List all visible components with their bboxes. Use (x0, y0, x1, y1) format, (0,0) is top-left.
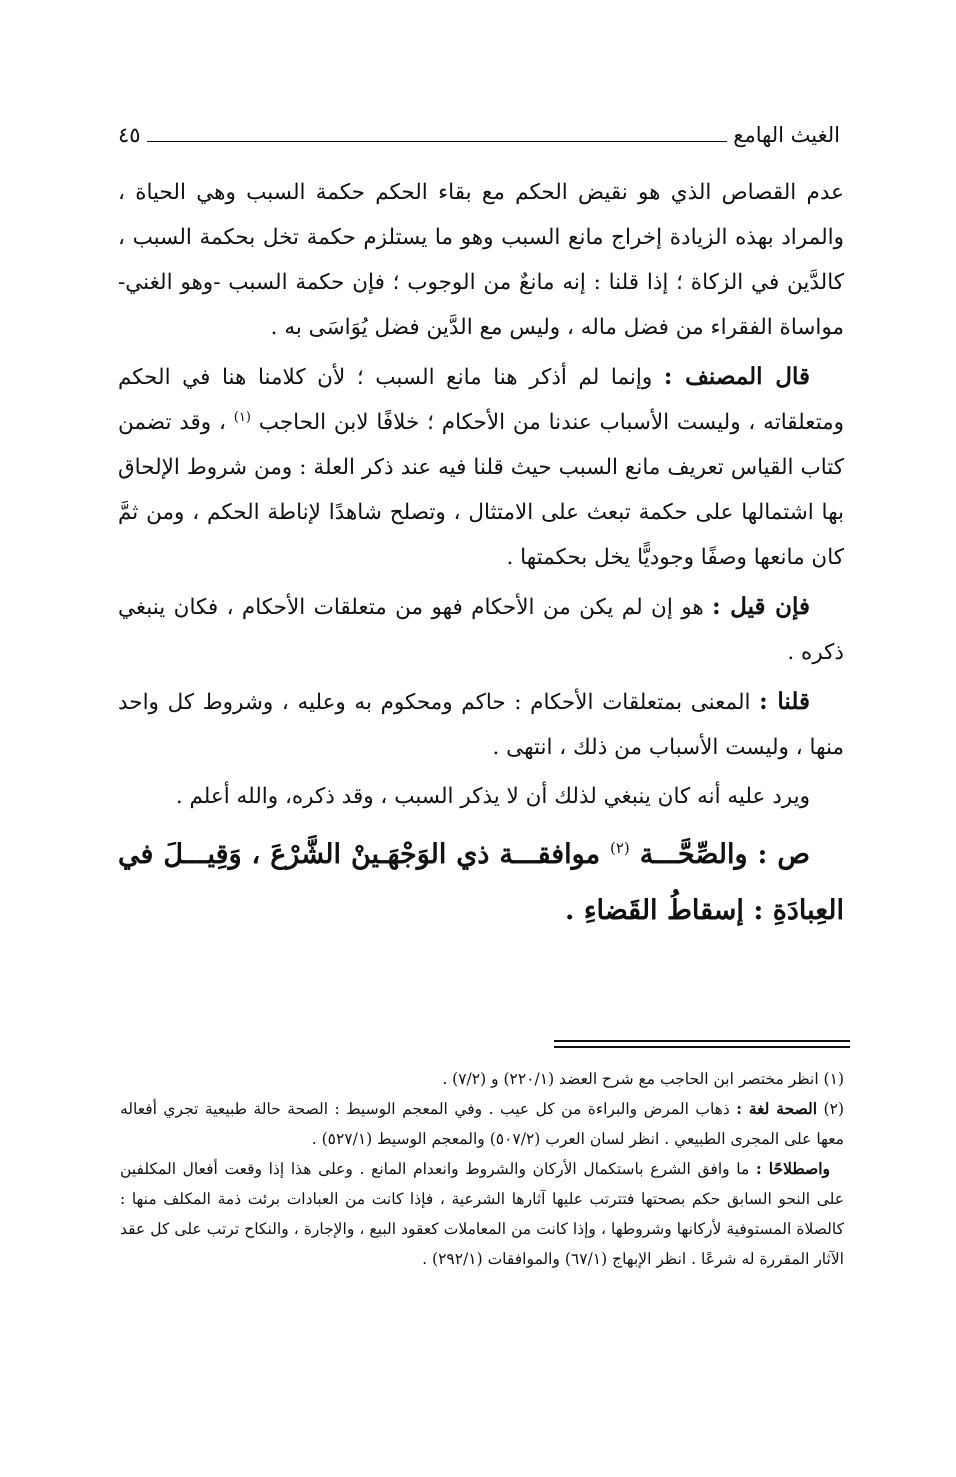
matn-text (118, 827, 844, 939)
paragraph-2-lead: قال المصنف : (663, 363, 810, 390)
footnote-separator (554, 1040, 850, 1048)
footnote-2 (120, 1094, 844, 1154)
matn-text-b: موافقـــة ذي الوَجْهَـينْ الشَّرْعَ ، وَقِيـــلَ في العِبادَةِ : إسقاطُ القَضاءِ . (118, 839, 844, 926)
footnote-2-text: ذهاب المرض والبراءة من كل عيب . وفي المعجم الوسيط : الصحة حالة طبيعية تجري أفعاله معها على المجرى الطبيعي . انظر لسان العرب (٥٠٧/٢) والمعجم الوسيط (٥٢٧/١) . (120, 1100, 844, 1148)
running-title: الغيث الهامع (733, 123, 840, 147)
main-text (118, 170, 844, 943)
paragraph-3-text: هو إن لم يكن من الأحكام فهو من متعلقات الأحكام ، فكان ينبغي ذكره . (118, 595, 844, 665)
footnote-2b-text: ما وافق الشرع باستكمال الأركان والشروط وانعدام المانع . وعلى هذا إذا وقعت أفعال المكلفين على النحو السابق حكم بصحتها فتترتب عليها آثارها الشرعية ، فإذا كانت من العبادات برئت ذمة المكلف منها : كالصلاة المستوفية لأركانها وشروطها ، وإذا كانت من المعاملات كعقود البيع ، والإجارة ، والنكاح ترتب على كل عقد الآثار المقررة له شرعًا . انظر الإبهاج (٦٧/١) والموافقات (٢٩٢/١) . (120, 1160, 844, 1268)
footnote-2-lead: الصحة لغة : (736, 1099, 818, 1118)
paragraph-3-lead: فإن قيل : (712, 593, 810, 620)
matn-text-a: ص : والصِّحَّـــة (629, 839, 810, 870)
page-number: ٤٥ (118, 123, 141, 147)
footnote-ref-2[interactable]: (٢) (610, 839, 630, 857)
paragraph-4 (118, 679, 844, 770)
footnote-1: (١) انظر مختصر ابن الحاجب مع شرح العضد (٢٢٠/١) و (٧/٢) . (442, 1070, 844, 1088)
paragraph-2-text-b: ، وقد تضمن كتاب القياس تعريف مانع السبب حيث قلنا فيه عند ذكر العلة : ومن شروط الإلحاق بها اشتمالها على حكمة تبعث على الامتثال ، وتصلح شاهدًا لإناطة الحكم ، ومن ثمَّ كان مانعها وصفًا وجوديًّا يخل بحكمتها . (118, 410, 844, 570)
paragraph-2 (118, 354, 844, 580)
header-rule (147, 141, 728, 142)
paragraph-2-text-a: وإنما لم أذكر هنا مانع السبب ؛ لأن كلامنا هنا في الحكم ومتعلقاته ، وليست الأسباب عندنا من الأحكام ؛ خلافًا لابن الحاجب (118, 365, 844, 435)
footnote-2b-lead: واصطلاحًا : (755, 1159, 831, 1178)
footnote-ref-1[interactable]: (١) (233, 409, 251, 425)
footnote-2-number: (٢) (817, 1100, 844, 1118)
footnotes (120, 1064, 844, 1274)
paragraph-1: عدم القصاص الذي هو نقيض الحكم مع بقاء الحكم حكمة السبب وهي الحياة ، والمراد بهذه الزيادة إخراج مانع السبب وهو ما يستلزم حكمة تخل بحكمة السبب ، كالدَّين في الزكاة ؛ إذا قلنا : إنه مانعٌ من الوجوب ؛ فإن حكمة السبب -وهو الغني- مواساة الفقراء من فضل ماله ، وليس مع الدَّين فضل يُوَاسَى به . (118, 180, 844, 340)
paragraph-4-lead: قلنا : (759, 688, 810, 715)
paragraph-4-text: المعنى بمتعلقات الأحكام : حاكم ومحكوم به وعليه ، وشروط كل واحد منها ، وليست الأسباب من ذلك ، انتهى . (118, 690, 844, 760)
paragraph-3 (118, 584, 844, 675)
running-header (118, 112, 840, 146)
paragraph-5: ويرد عليه أنه كان ينبغي لذلك أن لا يذكر السبب ، وقد ذكره، والله أعلم . (175, 784, 810, 809)
footnote-2-continued (120, 1154, 844, 1274)
